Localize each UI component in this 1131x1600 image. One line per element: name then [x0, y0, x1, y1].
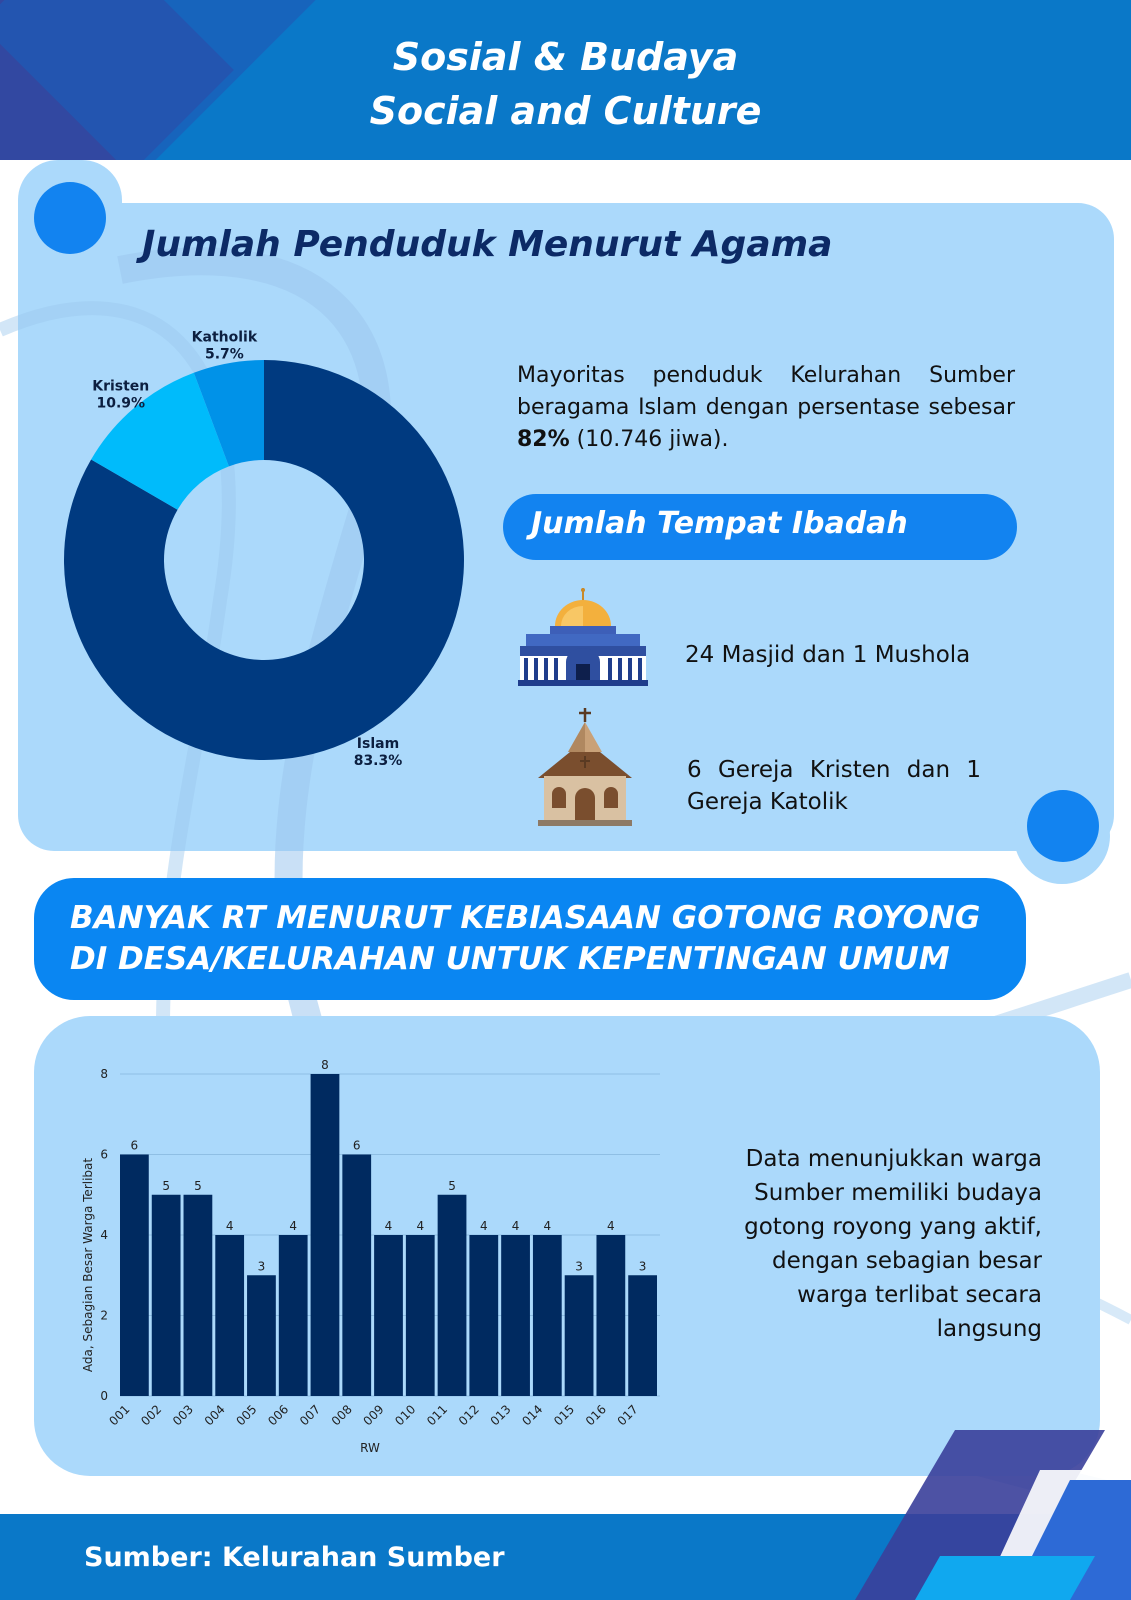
bar-value-label: 3	[257, 1259, 266, 1274]
religion-title: Jumlah Penduduk Menurut Agama	[142, 224, 833, 265]
bar-rw-011	[438, 1195, 467, 1396]
decorative-dot	[1027, 790, 1099, 862]
x-tick-label: 012	[455, 1402, 482, 1429]
mosque-count: 24 Masjid dan 1 Mushola	[685, 642, 971, 668]
x-tick-label: 014	[519, 1402, 546, 1429]
source-note: Sumber: Kelurahan Sumber	[84, 1542, 505, 1573]
x-tick-label: 003	[169, 1402, 197, 1429]
bar-value-label: 4	[543, 1219, 552, 1233]
decorative-dot	[34, 182, 106, 254]
bar-value-label: 4	[289, 1219, 298, 1233]
bar-rw-013	[501, 1235, 530, 1396]
banner-title	[70, 898, 980, 980]
y-axis-label: Ada, Sebagian Besar Warga Terlibat	[81, 1157, 95, 1373]
bar-rw-005	[247, 1275, 276, 1396]
x-tick-label: 016	[582, 1402, 609, 1429]
y-tick-label: 2	[100, 1308, 108, 1323]
x-axis-label: RW	[360, 1441, 380, 1455]
mosque-icon	[516, 588, 650, 686]
description-text-end: (10.746 jiwa).	[569, 427, 729, 452]
x-tick-label: 004	[201, 1402, 228, 1429]
x-tick-label: 006	[265, 1402, 292, 1429]
donut-label-value: 5.7%	[205, 346, 244, 363]
y-tick-label: 8	[100, 1067, 108, 1081]
bar-value-label: 5	[162, 1178, 170, 1193]
x-tick-label: 011	[424, 1402, 451, 1429]
bar-value-label: 4	[607, 1219, 615, 1233]
x-tick-label: 013	[487, 1402, 514, 1429]
x-tick-label: 009	[360, 1402, 387, 1429]
donut-label-name: Katholik	[191, 329, 258, 346]
title-line-1: Sosial & Budaya	[392, 35, 739, 79]
bar-rw-004	[215, 1235, 244, 1396]
bar-value-label: 4	[479, 1219, 488, 1233]
donut-label-value: 10.9%	[96, 395, 146, 412]
bar-value-label: 4	[511, 1219, 520, 1233]
bar-rw-007	[311, 1074, 340, 1396]
bar-rw-002	[152, 1195, 181, 1396]
banner-line-2: DI DESA/KELURAHAN UNTUK KEPENTINGAN UMUM	[70, 941, 950, 977]
bar-rw-015	[565, 1275, 594, 1396]
religion-description	[517, 360, 1015, 456]
bar-rw-016	[596, 1235, 625, 1396]
bar-rw-014	[533, 1235, 562, 1396]
x-tick-label: 002	[138, 1402, 165, 1429]
church-icon	[530, 708, 640, 826]
x-tick-label: 001	[106, 1402, 133, 1429]
bar-value-label: 4	[416, 1219, 425, 1233]
bar-value-label: 4	[225, 1219, 234, 1233]
bar-value-label: 6	[130, 1138, 139, 1153]
bar-rw-017	[628, 1275, 657, 1396]
bar-value-label: 6	[352, 1138, 361, 1153]
footer	[0, 1514, 1131, 1600]
banner-line-1: BANYAK RT MENURUT KEBIASAAN GOTONG ROYONG	[70, 900, 981, 936]
bar-rw-012	[469, 1235, 498, 1396]
church-count: 6 Gereja Kristen dan 1 Gereja Katolik	[687, 757, 981, 815]
description-highlight: 82%	[517, 427, 570, 452]
description-text: Mayoritas penduduk Kelurahan Sumber beragama Islam dengan persentase sebesar	[517, 363, 1015, 420]
x-tick-label: 017	[614, 1402, 641, 1429]
gotong-royong-bar-chart	[70, 1050, 670, 1460]
donut-label-islam	[354, 736, 403, 769]
y-tick-label: 4	[100, 1228, 108, 1242]
donut-label-katholik	[192, 330, 258, 363]
bar-rw-009	[374, 1235, 403, 1396]
title-line-2: Social and Culture	[369, 89, 762, 133]
gotong-royong-banner	[34, 878, 1026, 1000]
x-tick-label: 015	[551, 1402, 578, 1429]
donut-label-name: Islam	[356, 736, 400, 752]
bar-value-label: 3	[638, 1259, 647, 1274]
y-tick-label: 6	[100, 1147, 108, 1162]
bar-value-label: 3	[575, 1259, 583, 1274]
bar-value-label: 8	[321, 1058, 329, 1072]
bar-value-label: 5	[194, 1178, 202, 1193]
x-tick-label: 010	[392, 1402, 419, 1429]
bar-rw-008	[342, 1155, 371, 1397]
bar-value-label: 4	[384, 1219, 393, 1233]
bar-value-label: 5	[448, 1178, 456, 1193]
donut-label-kristen	[92, 378, 149, 411]
x-tick-label: 008	[328, 1402, 355, 1429]
worship-title: Jumlah Tempat Ibadah	[531, 506, 908, 541]
donut-label-value: 83.3%	[353, 753, 403, 769]
bar-rw-001	[120, 1155, 149, 1397]
gotong-royong-description: Data menunjukkan warga Sumber memiliki budaya gotong royong yang aktif, dengan sebagian besar warga terlibat secara langsung	[744, 1146, 1042, 1342]
x-tick-label: 007	[296, 1402, 324, 1429]
worship-title-pill	[503, 494, 1017, 560]
bar-rw-010	[406, 1235, 435, 1396]
donut-label-name: Kristen	[92, 378, 150, 395]
religion-donut-chart	[40, 300, 480, 780]
x-tick-label: 005	[233, 1402, 260, 1429]
bar-rw-006	[279, 1235, 308, 1396]
bar-rw-003	[184, 1195, 213, 1396]
y-tick-label: 0	[100, 1389, 108, 1403]
